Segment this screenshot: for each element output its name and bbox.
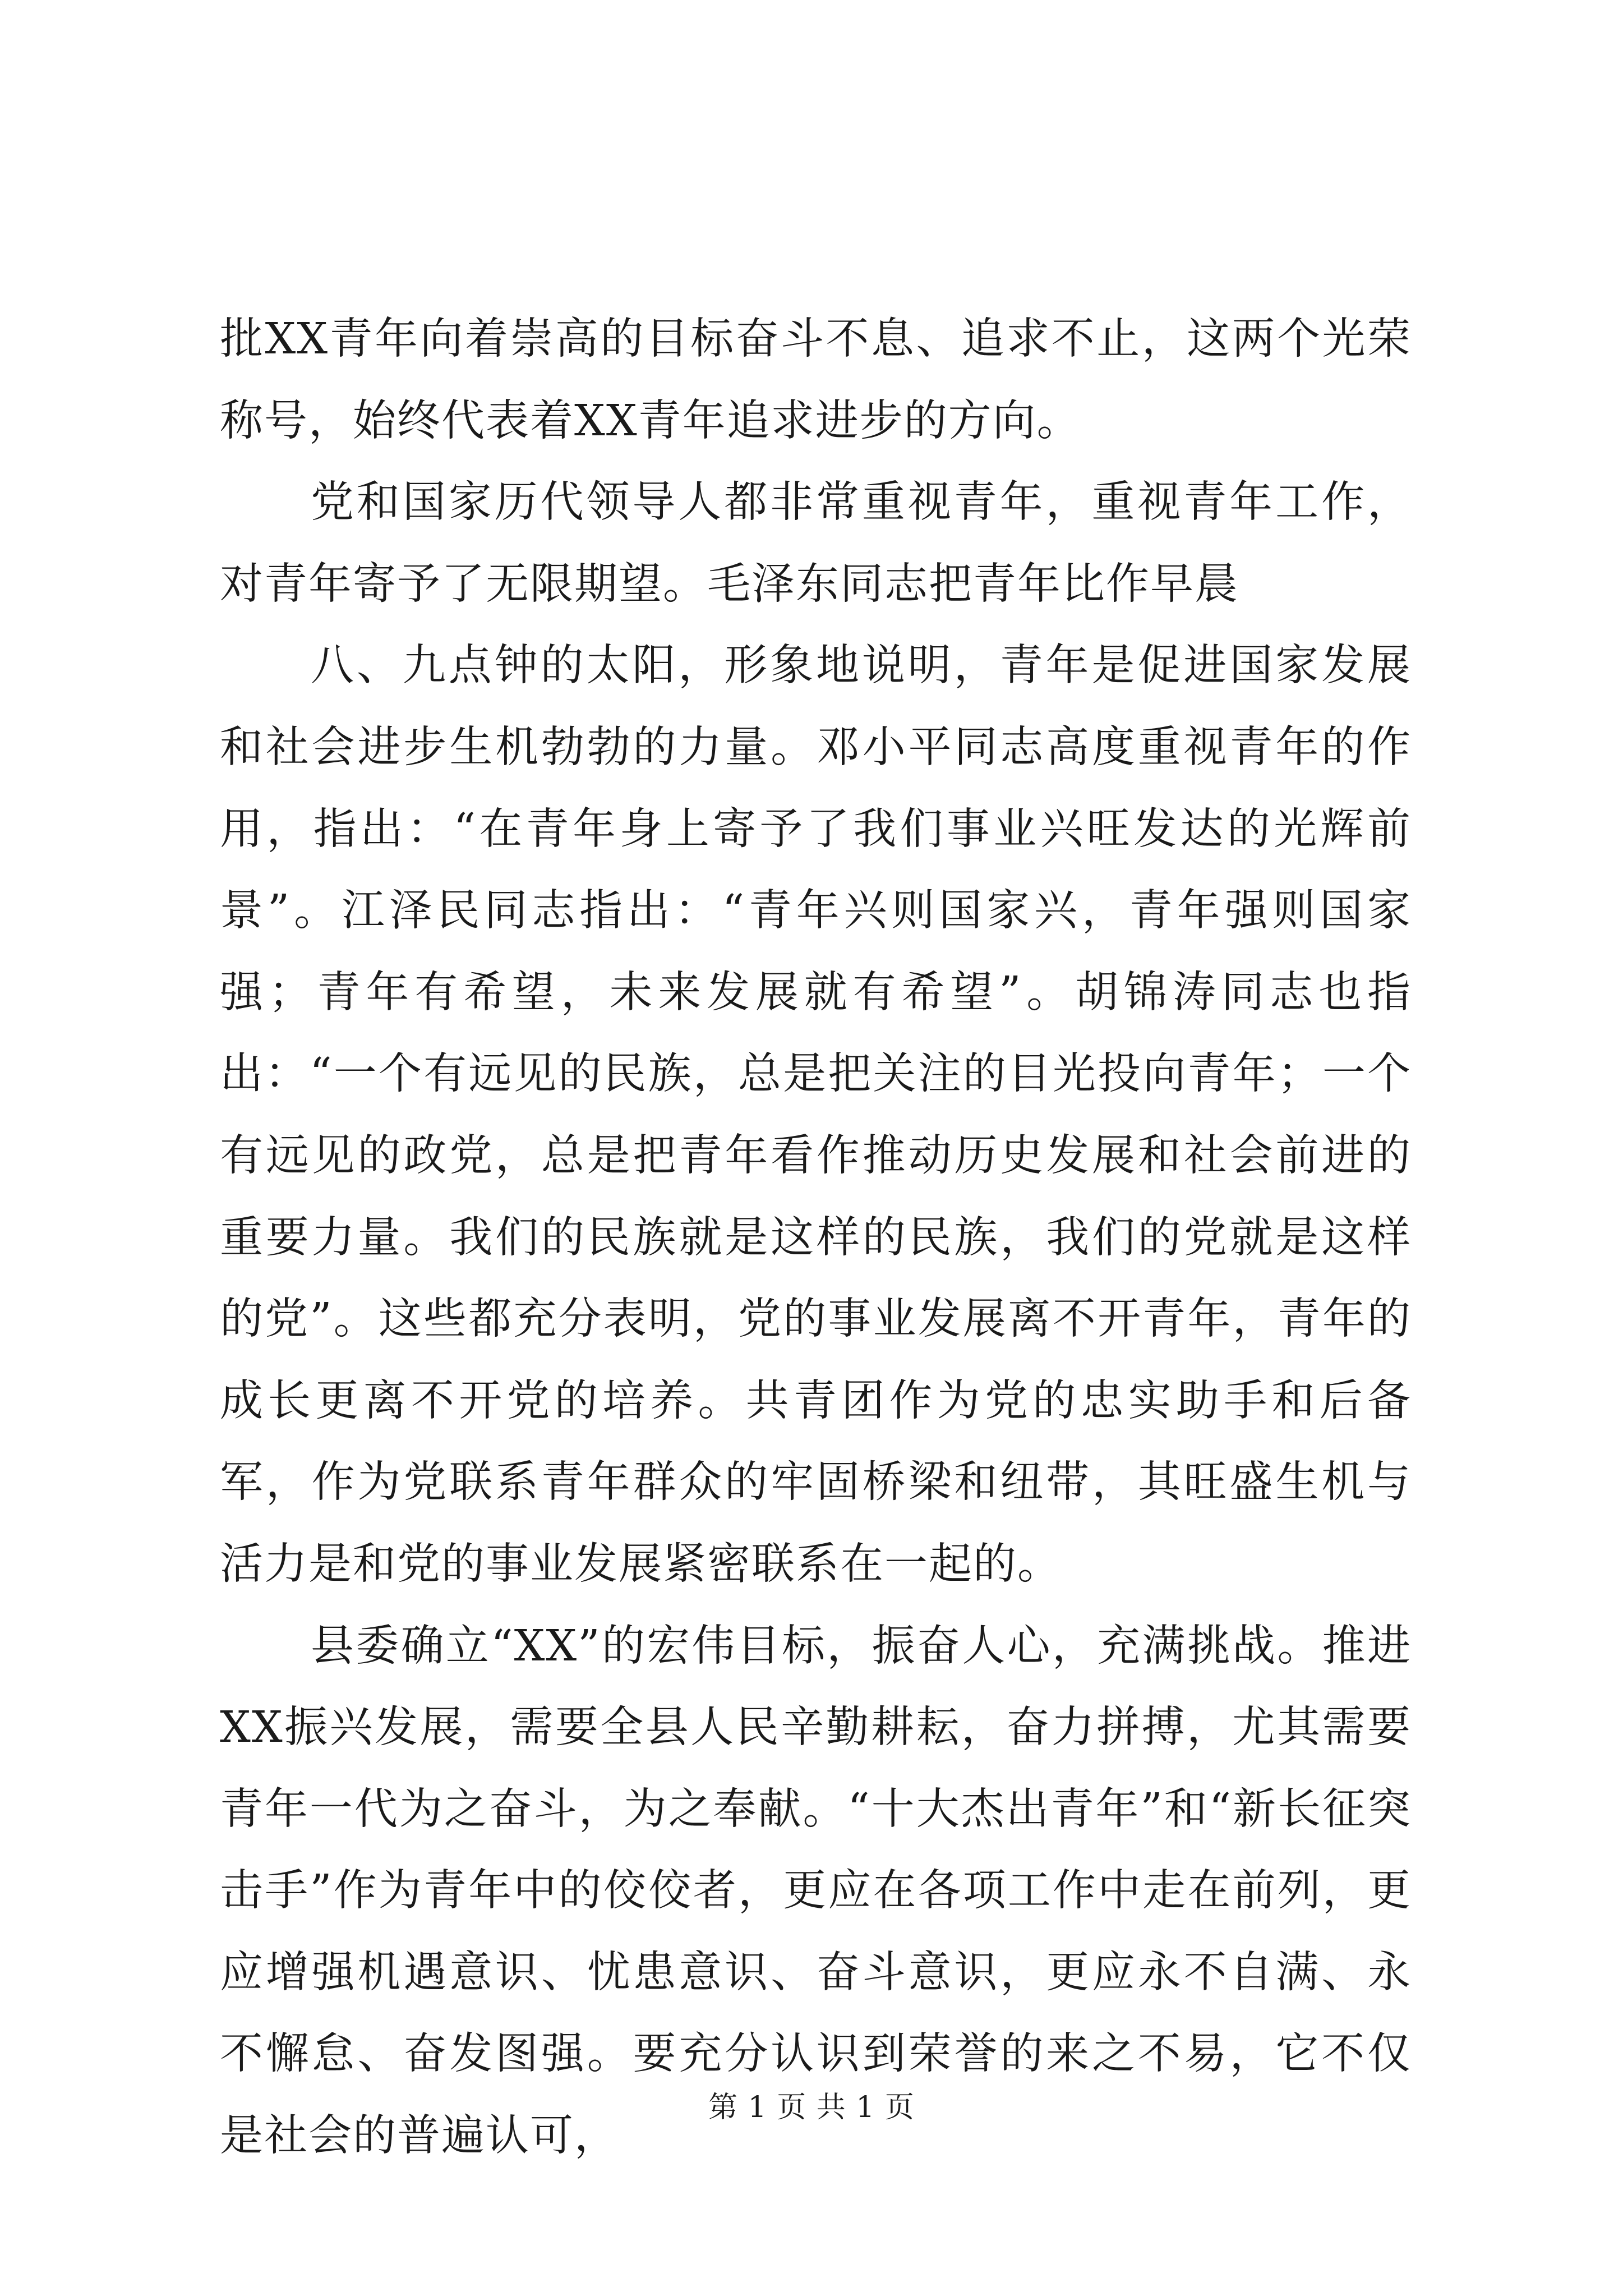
paragraph-3: 八、九点钟的太阳，形象地说明，青年是促进国家发展和社会进步生机勃勃的力量。邓小平同志高度重视青年的作用，指出：“在青年身上寄予了我们事业兴旺发达的光辉前景”。江泽民同志指出：“青年兴则国家兴，青年强则国家强；青年有希望，未来发展就有希望”。胡锦涛同志也指出：“一个有远见的民族，总是把关注的目光投向青年；一个有远见的政党，总是把青年看作推动历史发展和社会前进的重要力量。我们的民族就是这样的民族，我们的党就是这样的党”。这些都充分表明，党的事业发展离不开青年，青年的成长更离不开党的培养。共青团作为党的忠实助手和后备军，作为党联系青年群众的牢固桥梁和纽带，其旺盛生机与活力是和党的事业发展紧密联系在一起的。 [220, 641, 1412, 1589]
document-body [220, 298, 1412, 2177]
page-footer: 第 1 页 共 1 页 [708, 2091, 915, 2124]
paragraph-1: 批XX青年向着崇高的目标奋斗不息、追求不止，这两个光荣称号，始终代表着XX青年追求进步的方向。 [220, 314, 1412, 446]
paragraph-2: 党和国家历代领导人都非常重视青年，重视青年工作，对青年寄予了无限期望。毛泽东同志把青年比作早晨 [220, 477, 1412, 609]
paragraph-4: 县委确立“XX”的宏伟目标，振奋人心，充满挑战。推进XX振兴发展，需要全县人民辛勤耕耘，奋力拼搏，尤其需要青年一代为之奋斗，为之奉献。“十大杰出青年”和“新长征突击手”作为青年中的佼佼者，更应在各项工作中走在前列，更应增强机遇意识、忧患意识、奋斗意识，更应永不自满、永不懈怠、奋发图强。要充分认识到荣誉的来之不易，它不仅是社会的普遍认可， [220, 1621, 1412, 2161]
